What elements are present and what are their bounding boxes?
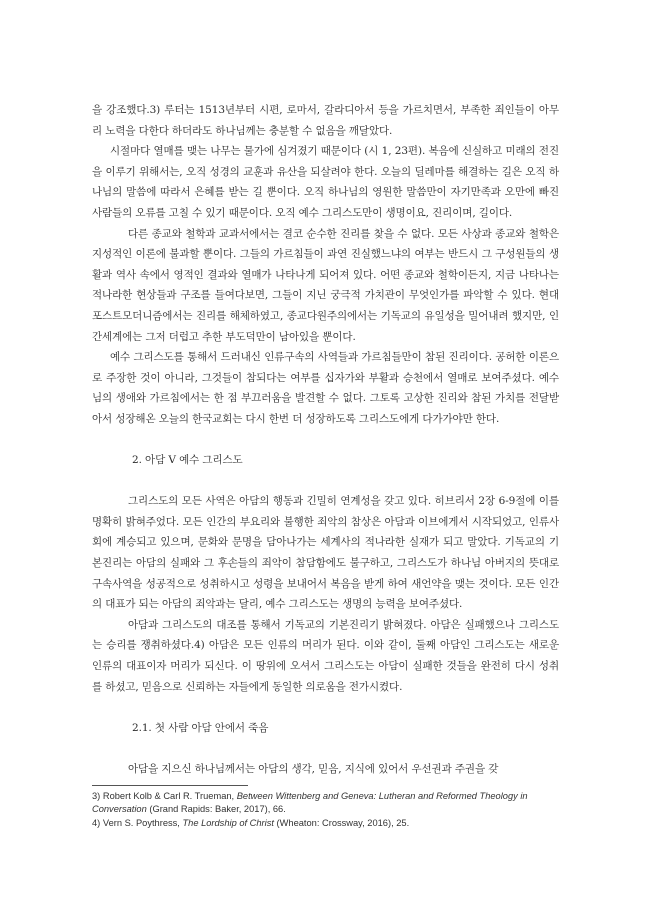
spacer <box>92 738 559 759</box>
paragraph-2: 시절마다 열매를 맺는 나무는 물가에 심겨졌기 때문이다 (시 1, 23편). 복음에 신실하고 미래의 전진을 이루기 위해서는, 오직 성경의 교훈과 유산을 되살려야 한다. 오늘의 딜레마를 해결하는 길은 오직 하나님의 말씀에 따라서 은혜를 받는 길 뿐이다. 오직 하나님의 영원한 말씀만이 자기만족과 오만에 빠진 사람들의 오류를 고칠 수 있기 때문이다. 오직 예수 그리스도만이 생명이요, 진리이며, 길이다. <box>92 145 559 219</box>
footnote-3-marker: 3) <box>92 791 101 801</box>
section-heading-2: 2. 아담 V 예수 그리스도 <box>132 454 243 467</box>
footnote-4 <box>92 817 559 830</box>
footnote-3 <box>92 790 559 816</box>
section-heading-2-1: 2.1. 첫 사람 아담 안에서 죽음 <box>132 721 269 734</box>
body-text <box>92 100 559 780</box>
paragraph-5: 그리스도의 모든 사역은 아담의 행동과 긴밀히 연계성을 갖고 있다. 히브리서 2장 6-9절에 이를 명확히 밝혀주었다. 모든 인간의 부요리와 불행한 죄악의 참상은 아담과 이브에게서 시작되었고, 인류사회에 계승되고 있으며, 문화와 문명을 담아나가는 세계사의 적나라한 실재가 되고 말았다. 기독교의 기본진리는 아담의 실패와 그 후손들의 죄악이 참담함에도 불구하고, 그리스도가 하나님 아버지의 뜻대로 구속사역을 성공적으로 성취하시고 성령을 보내어서 복음을 받게 하여 새언약을 맺는 것이다. 모든 인간의 대표가 되는 아담의 죄악과는 달리, 예수 그리스도는 생명의 능력을 보여주셨다. <box>92 495 559 611</box>
footnote-3-publication: (Grand Rapids: Baker, 2017), 66. <box>149 804 286 814</box>
spacer <box>92 430 559 451</box>
paragraph-1: 을 강조했다.3) 루터는 1513년부터 시편, 로마서, 갈라디아서 등을 가르치면서, 부족한 죄인들이 아무리 노력을 다한다 하더라도 하나님께는 충분할 수 없음을 깨달았다. <box>92 104 559 137</box>
footnote-3-title: Between Wittenberg and Geneva: Lutheran and Reformed Theology in Conversation <box>92 791 528 814</box>
paragraph-3: 다른 종교와 철학과 교과서에서는 결코 순수한 진리를 찾을 수 없다. 모든 사상과 종교와 철학은 지성적인 이론에 불과할 뿐이다. 그들의 가르침들이 과연 진실했느냐의 여부는 반드시 그 구성원들의 생활과 역사 속에서 영적인 결과와 열매가 나타나게 되어져 있다. 어떤 종교와 철학이든지, 지금 나타나는 적나라한 현상들과 구조를 들여다보면, 그들이 지닌 궁극적 가치관이 무엇인가를 파악할 수 있다. 현대 포스트모더니즘에서는 진리를 해체하였고, 종교다원주의에서는 기독교의 유일성을 밀어내려 했지만, 인간세계에는 그저 더럽고 추한 부도덕만이 남아있을 뿐이다. <box>92 227 559 343</box>
footnote-divider <box>92 785 248 786</box>
paragraph-4: 예수 그리스도를 통해서 드러내신 인류구속의 사역들과 가르침들만이 참된 진리이다. 공허한 이론으로 주장한 것이 아니라, 그것들이 참되다는 여부를 십자가와 부활과 승천에서 열매로 보여주셨다. 예수님의 생애와 가르침에서는 한 점 부끄러움을 발견할 수 없다. 그토록 고상한 진리와 참된 가치를 전달받아서 성장해온 오늘의 한국교회는 다시 한번 더 성장하도록 그리스도에게 다가가야만 한다. <box>92 351 559 425</box>
spacer <box>92 697 559 718</box>
paragraph-6: 아담과 그리스도의 대조를 통해서 기독교의 기본진리기 밝혀졌다. 아담은 실패했으나 그리스도는 승리를 쟁취하셨다.4) 아담은 모든 인류의 머리가 된다. 이와 같이, 둘째 아담인 그리스도는 새로운 인류의 대표이자 머리가 되신다. 이 땅위에 오셔서 그리스도는 아담이 실패한 것들을 완전히 다시 성취를 하셨고, 믿음으로 신뢰하는 자들에게 동일한 의로움을 전가시켰다. <box>92 618 559 693</box>
footnote-3-authors: Robert Kolb & Carl R. Trueman, <box>102 791 235 801</box>
paragraph-7: 아담을 지으신 하나님께서는 아담의 생각, 믿음, 지식에 있어서 우선권과 주권을 갖 <box>128 763 499 775</box>
footnote-4-marker: 4) <box>92 818 101 828</box>
footnote-4-title: The Lordship of Christ <box>182 818 274 828</box>
footnote-4-authors: Vern S. Poythress, <box>102 818 180 828</box>
spacer <box>92 471 559 492</box>
footnote-4-publication: (Wheaton: Crossway, 2016), 25. <box>276 818 410 828</box>
